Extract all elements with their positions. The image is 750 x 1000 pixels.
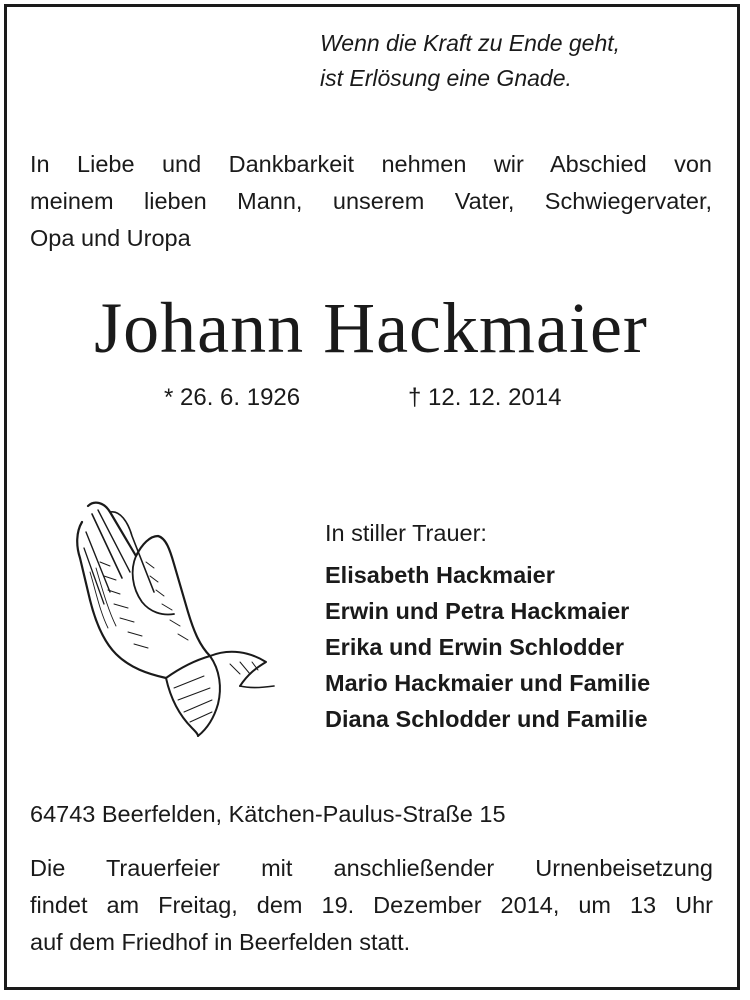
mourner-name: Mario Hackmaier und Familie xyxy=(325,670,651,696)
mourner-name: Erwin und Petra Hackmaier xyxy=(325,598,630,624)
death-date: † 12. 12. 2014 xyxy=(408,384,562,411)
intro-text xyxy=(30,146,712,257)
motto-line-2: ist Erlösung eine Gnade. xyxy=(320,65,572,91)
praying-hands-icon xyxy=(70,492,280,742)
service-details xyxy=(30,850,713,961)
birth-date: * 26. 6. 1926 xyxy=(164,384,301,411)
service-line-2: findet am Freitag, dem 19. Dezember 2014, um 13 Uhr xyxy=(30,892,713,918)
mourners-heading: In stiller Trauer: xyxy=(325,520,487,546)
mourners-list xyxy=(325,515,650,737)
intro-line-3: Opa und Uropa xyxy=(30,225,191,251)
mourner-name: Elisabeth Hackmaier xyxy=(325,562,555,588)
motto-line-1: Wenn die Kraft zu Ende geht, xyxy=(320,30,621,56)
deceased-name: Johann Hackmaier xyxy=(94,288,648,368)
family-address: 64743 Beerfelden, Kätchen-Paulus-Straße 15 xyxy=(30,801,506,827)
intro-line-2: meinem lieben Mann, unserem Vater, Schwiegervater, xyxy=(30,188,712,214)
intro-line-1: In Liebe und Dankbarkeit nehmen wir Abschied von xyxy=(30,151,712,177)
mourner-name: Erika und Erwin Schlodder xyxy=(325,634,625,660)
service-line-3: auf dem Friedhof in Beerfelden statt. xyxy=(30,929,411,955)
motto xyxy=(320,26,620,96)
service-line-1: Die Trauerfeier mit anschließender Urnenbeisetzung xyxy=(30,855,713,881)
mourner-name: Diana Schlodder und Familie xyxy=(325,706,648,732)
